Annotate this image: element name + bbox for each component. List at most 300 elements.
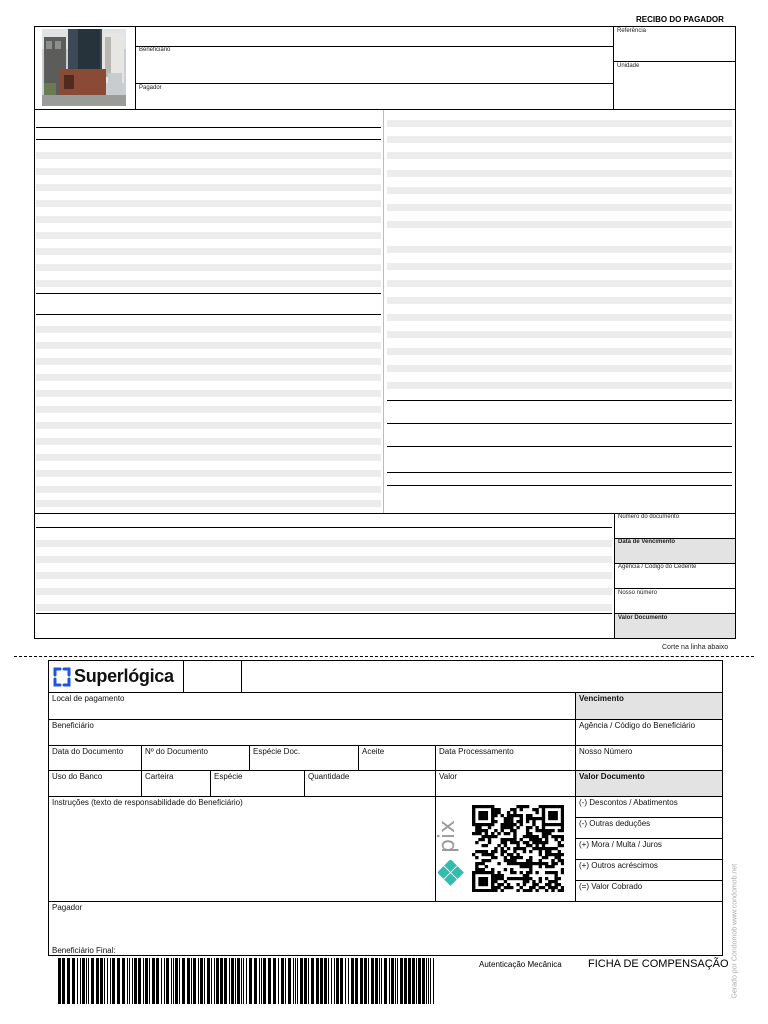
qr-module xyxy=(529,826,532,829)
qr-module xyxy=(475,865,478,868)
qr-module xyxy=(516,805,519,808)
qr-module xyxy=(523,883,526,886)
qr-module xyxy=(548,871,551,874)
qr-module xyxy=(523,877,526,880)
qr-module xyxy=(539,877,542,880)
barcode-bar xyxy=(300,958,303,1004)
qr-module xyxy=(535,808,538,811)
qr-module xyxy=(504,838,507,841)
qr-module xyxy=(558,877,561,880)
field-descontos: (-) Descontos / Abatimentos xyxy=(579,798,678,807)
qr-module xyxy=(510,856,513,859)
barcode-bar xyxy=(428,958,429,1004)
qr-module xyxy=(558,835,561,838)
qr-module xyxy=(535,829,538,832)
label-pagador: Pagador xyxy=(139,85,162,91)
qr-module xyxy=(516,853,519,856)
qr-module xyxy=(494,877,497,880)
qr-module xyxy=(482,811,485,814)
barcode-bar xyxy=(278,958,279,1004)
qr-module xyxy=(539,841,542,844)
pix-logo xyxy=(437,808,467,888)
qr-module xyxy=(542,829,545,832)
label-beneficiario: Beneficiário xyxy=(139,47,171,53)
qr-module xyxy=(488,871,491,874)
qr-module xyxy=(516,862,519,865)
qr-module xyxy=(494,880,497,883)
qr-module xyxy=(520,856,523,859)
qr-module xyxy=(542,832,545,835)
qr-module xyxy=(520,817,523,820)
qr-module xyxy=(551,859,554,862)
detail-left-column xyxy=(36,112,382,512)
barcode-bar xyxy=(179,958,180,1004)
qr-module xyxy=(491,889,494,892)
qr-module xyxy=(545,841,548,844)
barcode-bar xyxy=(295,958,296,1004)
qr-module xyxy=(513,829,516,832)
qr-module xyxy=(526,874,529,877)
qr-module xyxy=(554,814,557,817)
qr-module xyxy=(558,805,561,808)
qr-module xyxy=(491,886,494,889)
qr-module xyxy=(491,811,494,814)
barcode-bar xyxy=(285,958,286,1004)
qr-module xyxy=(545,823,548,826)
qr-module xyxy=(501,847,504,850)
qr-module xyxy=(516,820,519,823)
qr-module xyxy=(529,835,532,838)
barcode-bar xyxy=(67,958,70,1004)
qr-module xyxy=(488,835,491,838)
qr-module xyxy=(548,865,551,868)
barcode-bar xyxy=(316,958,319,1004)
qr-module xyxy=(558,850,561,853)
qr-module xyxy=(526,871,529,874)
qr-module xyxy=(485,883,488,886)
qr-module xyxy=(507,817,510,820)
qr-module xyxy=(497,883,500,886)
field-local-pagamento: Local de pagamento xyxy=(52,694,125,703)
barcode-bar xyxy=(62,958,65,1004)
qr-module xyxy=(516,847,519,850)
barcode-bar xyxy=(345,958,346,1004)
qr-module xyxy=(510,868,513,871)
barcode-bar xyxy=(422,958,425,1004)
barcode-bar xyxy=(132,958,133,1004)
qr-module xyxy=(526,805,529,808)
qr-module xyxy=(561,829,564,832)
barcode-bar xyxy=(324,958,327,1004)
qr-module xyxy=(513,859,516,862)
barcode-bar xyxy=(231,958,234,1004)
qr-module xyxy=(535,844,538,847)
qr-module xyxy=(485,871,488,874)
barcode-bar xyxy=(224,958,227,1004)
qr-module xyxy=(478,814,481,817)
qr-module xyxy=(501,841,504,844)
qr-module xyxy=(485,805,488,808)
barcode-bar xyxy=(191,958,192,1004)
qr-module xyxy=(520,862,523,865)
qr-module xyxy=(504,850,507,853)
barcode-bar xyxy=(58,958,61,1004)
qr-module xyxy=(491,814,494,817)
qr-module xyxy=(497,832,500,835)
qr-module xyxy=(542,814,545,817)
qr-module xyxy=(526,829,529,832)
qr-module xyxy=(545,862,548,865)
qr-module xyxy=(520,838,523,841)
qr-module xyxy=(475,805,478,808)
qr-module xyxy=(482,853,485,856)
qr-module xyxy=(494,850,497,853)
field-aceite: Aceite xyxy=(362,747,385,756)
qr-module xyxy=(482,868,485,871)
qr-module xyxy=(507,862,510,865)
qr-module xyxy=(548,847,551,850)
barcode-bar xyxy=(200,958,203,1004)
qr-module xyxy=(529,877,532,880)
qr-module xyxy=(510,859,513,862)
barcode-bar xyxy=(86,958,87,1004)
qr-module xyxy=(507,853,510,856)
qr-module xyxy=(529,838,532,841)
qr-module xyxy=(526,835,529,838)
field-valor: Valor xyxy=(439,772,458,781)
qr-module xyxy=(554,877,557,880)
qr-module xyxy=(529,865,532,868)
barcode-bar xyxy=(249,958,252,1004)
qr-module xyxy=(482,871,485,874)
qr-module xyxy=(485,880,488,883)
qr-module xyxy=(561,889,564,892)
label-referencia: Referência xyxy=(617,28,647,34)
qr-module xyxy=(520,865,523,868)
qr-module xyxy=(561,820,564,823)
label-data-vencimento: Data de Vencimento xyxy=(618,539,676,545)
qr-module xyxy=(507,811,510,814)
qr-module xyxy=(485,859,488,862)
qr-module xyxy=(491,832,494,835)
qr-module xyxy=(520,871,523,874)
field-valor-documento: Valor Documento xyxy=(579,772,645,781)
qr-module xyxy=(472,874,475,877)
qr-module xyxy=(501,814,504,817)
barcode-bar xyxy=(211,958,212,1004)
pix-diamond-icon xyxy=(438,860,464,886)
qr-module xyxy=(478,823,481,826)
qr-module xyxy=(507,886,510,889)
qr-module xyxy=(523,805,526,808)
qr-module xyxy=(488,805,491,808)
barcode-bar xyxy=(173,958,174,1004)
superlogica-logo xyxy=(52,665,182,689)
qr-module xyxy=(504,859,507,862)
qr-module xyxy=(482,805,485,808)
barcode-bar xyxy=(368,958,369,1004)
qr-module xyxy=(529,832,532,835)
qr-module xyxy=(478,871,481,874)
qr-module xyxy=(504,820,507,823)
barcode-bar xyxy=(375,958,378,1004)
qr-module xyxy=(501,883,504,886)
qr-module xyxy=(475,829,478,832)
qr-module xyxy=(472,832,475,835)
qr-module xyxy=(501,889,504,892)
qr-module xyxy=(539,859,542,862)
qr-module xyxy=(482,835,485,838)
superlogica-logo-icon xyxy=(52,667,72,687)
barcode-bar xyxy=(88,958,89,1004)
barcode-bar xyxy=(82,958,85,1004)
qr-module xyxy=(482,817,485,820)
qr-module xyxy=(542,835,545,838)
field-vencimento: Vencimento xyxy=(579,694,624,703)
qr-module xyxy=(526,844,529,847)
qr-module xyxy=(561,817,564,820)
qr-module xyxy=(507,832,510,835)
qr-module xyxy=(485,853,488,856)
qr-module xyxy=(545,871,548,874)
qr-module xyxy=(520,805,523,808)
qr-module xyxy=(545,856,548,859)
barcode-bar xyxy=(207,958,210,1004)
qr-module xyxy=(545,850,548,853)
qr-module xyxy=(561,835,564,838)
detail-right-column xyxy=(387,112,733,512)
barcode-bar xyxy=(187,958,190,1004)
qr-module xyxy=(516,877,519,880)
field-instrucoes: Instruções (texto de responsabilidade do Beneficiário) xyxy=(52,798,243,807)
qr-module xyxy=(485,865,488,868)
barcode-bar xyxy=(259,958,260,1004)
qr-module xyxy=(554,823,557,826)
field-nosso-numero: Nosso Número xyxy=(579,747,633,756)
barcode-bar xyxy=(308,958,309,1004)
qr-module xyxy=(478,811,481,814)
qr-module xyxy=(516,844,519,847)
barcode-bar xyxy=(395,958,396,1004)
qr-module xyxy=(526,862,529,865)
qr-module xyxy=(513,835,516,838)
qr-module xyxy=(501,877,504,880)
qr-module xyxy=(542,826,545,829)
qr-module xyxy=(561,805,564,808)
qr-module xyxy=(561,808,564,811)
qr-module xyxy=(510,871,513,874)
qr-module xyxy=(545,865,548,868)
qr-module xyxy=(478,880,481,883)
label-unidade: Unidade xyxy=(617,63,640,69)
qr-module xyxy=(551,835,554,838)
qr-module xyxy=(561,823,564,826)
qr-module xyxy=(497,874,500,877)
qr-module xyxy=(510,814,513,817)
qr-module xyxy=(494,886,497,889)
qr-module xyxy=(510,838,513,841)
qr-module xyxy=(472,808,475,811)
qr-module xyxy=(558,841,561,844)
barcode-bar xyxy=(254,958,257,1004)
qr-module xyxy=(532,862,535,865)
barcode-bar xyxy=(360,958,363,1004)
qr-module xyxy=(504,856,507,859)
receipt-title: RECIBO DO PAGADOR xyxy=(636,15,724,24)
qr-module xyxy=(551,871,554,874)
qr-module xyxy=(510,829,513,832)
field-n-documento: Nº do Documento xyxy=(145,747,208,756)
qr-module xyxy=(482,859,485,862)
barcode-bar xyxy=(384,958,387,1004)
qr-module xyxy=(523,865,526,868)
qr-module xyxy=(542,808,545,811)
qr-module xyxy=(539,850,542,853)
qr-module xyxy=(539,865,542,868)
barcode-bar xyxy=(340,958,343,1004)
qr-module xyxy=(507,859,510,862)
field-beneficiario: Beneficiário xyxy=(52,721,94,730)
qr-module xyxy=(472,886,475,889)
qr-module xyxy=(545,832,548,835)
qr-module xyxy=(478,868,481,871)
field-uso-banco: Uso do Banco xyxy=(52,772,103,781)
qr-module xyxy=(510,862,513,865)
qr-module xyxy=(485,844,488,847)
qr-module xyxy=(523,850,526,853)
qr-module xyxy=(507,877,510,880)
barcode-bar xyxy=(328,958,329,1004)
barcode-bar xyxy=(229,958,230,1004)
qr-module xyxy=(472,823,475,826)
qr-module xyxy=(548,811,551,814)
qr-module xyxy=(532,883,535,886)
qr-module xyxy=(551,814,554,817)
barcode-bar xyxy=(243,958,244,1004)
qr-module xyxy=(554,886,557,889)
qr-module xyxy=(558,889,561,892)
barcode-bar xyxy=(379,958,380,1004)
qr-module xyxy=(504,832,507,835)
qr-module xyxy=(510,817,513,820)
qr-module xyxy=(558,844,561,847)
autenticacao-mecanica: Autenticação Mecânica xyxy=(479,960,562,969)
qr-module xyxy=(504,841,507,844)
qr-module xyxy=(488,859,491,862)
qr-module xyxy=(526,889,529,892)
qr-module xyxy=(482,877,485,880)
qr-module xyxy=(494,889,497,892)
qr-module xyxy=(526,820,529,823)
barcode-bar xyxy=(263,958,266,1004)
qr-module xyxy=(526,865,529,868)
barcode xyxy=(58,958,436,1004)
qr-module xyxy=(516,814,519,817)
qr-module xyxy=(513,847,516,850)
qr-module xyxy=(497,877,500,880)
qr-module xyxy=(504,880,507,883)
qr-module xyxy=(478,832,481,835)
qr-module xyxy=(491,817,494,820)
barcode-bar xyxy=(204,958,205,1004)
qr-module xyxy=(497,862,500,865)
barcode-bar xyxy=(281,958,284,1004)
qr-module xyxy=(501,823,504,826)
qr-module xyxy=(491,850,494,853)
qr-module xyxy=(504,817,507,820)
qr-module xyxy=(513,838,516,841)
qr-module xyxy=(482,883,485,886)
barcode-bar xyxy=(161,958,162,1004)
qr-module xyxy=(542,856,545,859)
qr-module xyxy=(535,847,538,850)
qr-module xyxy=(491,883,494,886)
qr-module xyxy=(554,811,557,814)
barcode-bar xyxy=(122,958,125,1004)
qr-module xyxy=(561,868,564,871)
qr-module xyxy=(494,814,497,817)
barcode-bar xyxy=(117,958,120,1004)
barcode-bar xyxy=(175,958,178,1004)
qr-module xyxy=(526,877,529,880)
barcode-bar xyxy=(171,958,172,1004)
qr-module xyxy=(529,889,532,892)
barcode-bar xyxy=(297,958,298,1004)
qr-module xyxy=(497,844,500,847)
qr-module xyxy=(516,883,519,886)
qr-module xyxy=(513,841,516,844)
qr-module xyxy=(482,850,485,853)
qr-module xyxy=(532,817,535,820)
barcode-bar xyxy=(156,958,159,1004)
qr-module xyxy=(475,826,478,829)
qr-module xyxy=(510,841,513,844)
qr-module xyxy=(551,853,554,856)
qr-module xyxy=(535,841,538,844)
qr-module xyxy=(485,817,488,820)
label-numero-documento: Número do documento xyxy=(618,514,680,520)
qr-module xyxy=(478,829,481,832)
qr-module xyxy=(535,889,538,892)
qr-module xyxy=(501,838,504,841)
field-pagador: Pagador xyxy=(52,903,83,912)
qr-module xyxy=(504,826,507,829)
qr-module xyxy=(504,844,507,847)
barcode-bar xyxy=(273,958,276,1004)
barcode-bar xyxy=(214,958,215,1004)
qr-module xyxy=(504,823,507,826)
qr-module xyxy=(542,844,545,847)
barcode-bar xyxy=(336,958,339,1004)
barcode-bar xyxy=(138,958,141,1004)
qr-module xyxy=(482,889,485,892)
qr-module xyxy=(494,829,497,832)
qr-module xyxy=(548,886,551,889)
barcode-bar xyxy=(110,958,111,1004)
barcode-bar xyxy=(261,958,262,1004)
qr-module xyxy=(475,889,478,892)
barcode-bar xyxy=(320,958,323,1004)
barcode-bar xyxy=(433,958,434,1004)
qr-module xyxy=(523,862,526,865)
qr-module xyxy=(545,877,548,880)
qr-module xyxy=(529,862,532,865)
barcode-bar xyxy=(77,958,78,1004)
qr-module xyxy=(491,835,494,838)
qr-module xyxy=(545,805,548,808)
qr-module xyxy=(475,871,478,874)
qr-module xyxy=(472,811,475,814)
